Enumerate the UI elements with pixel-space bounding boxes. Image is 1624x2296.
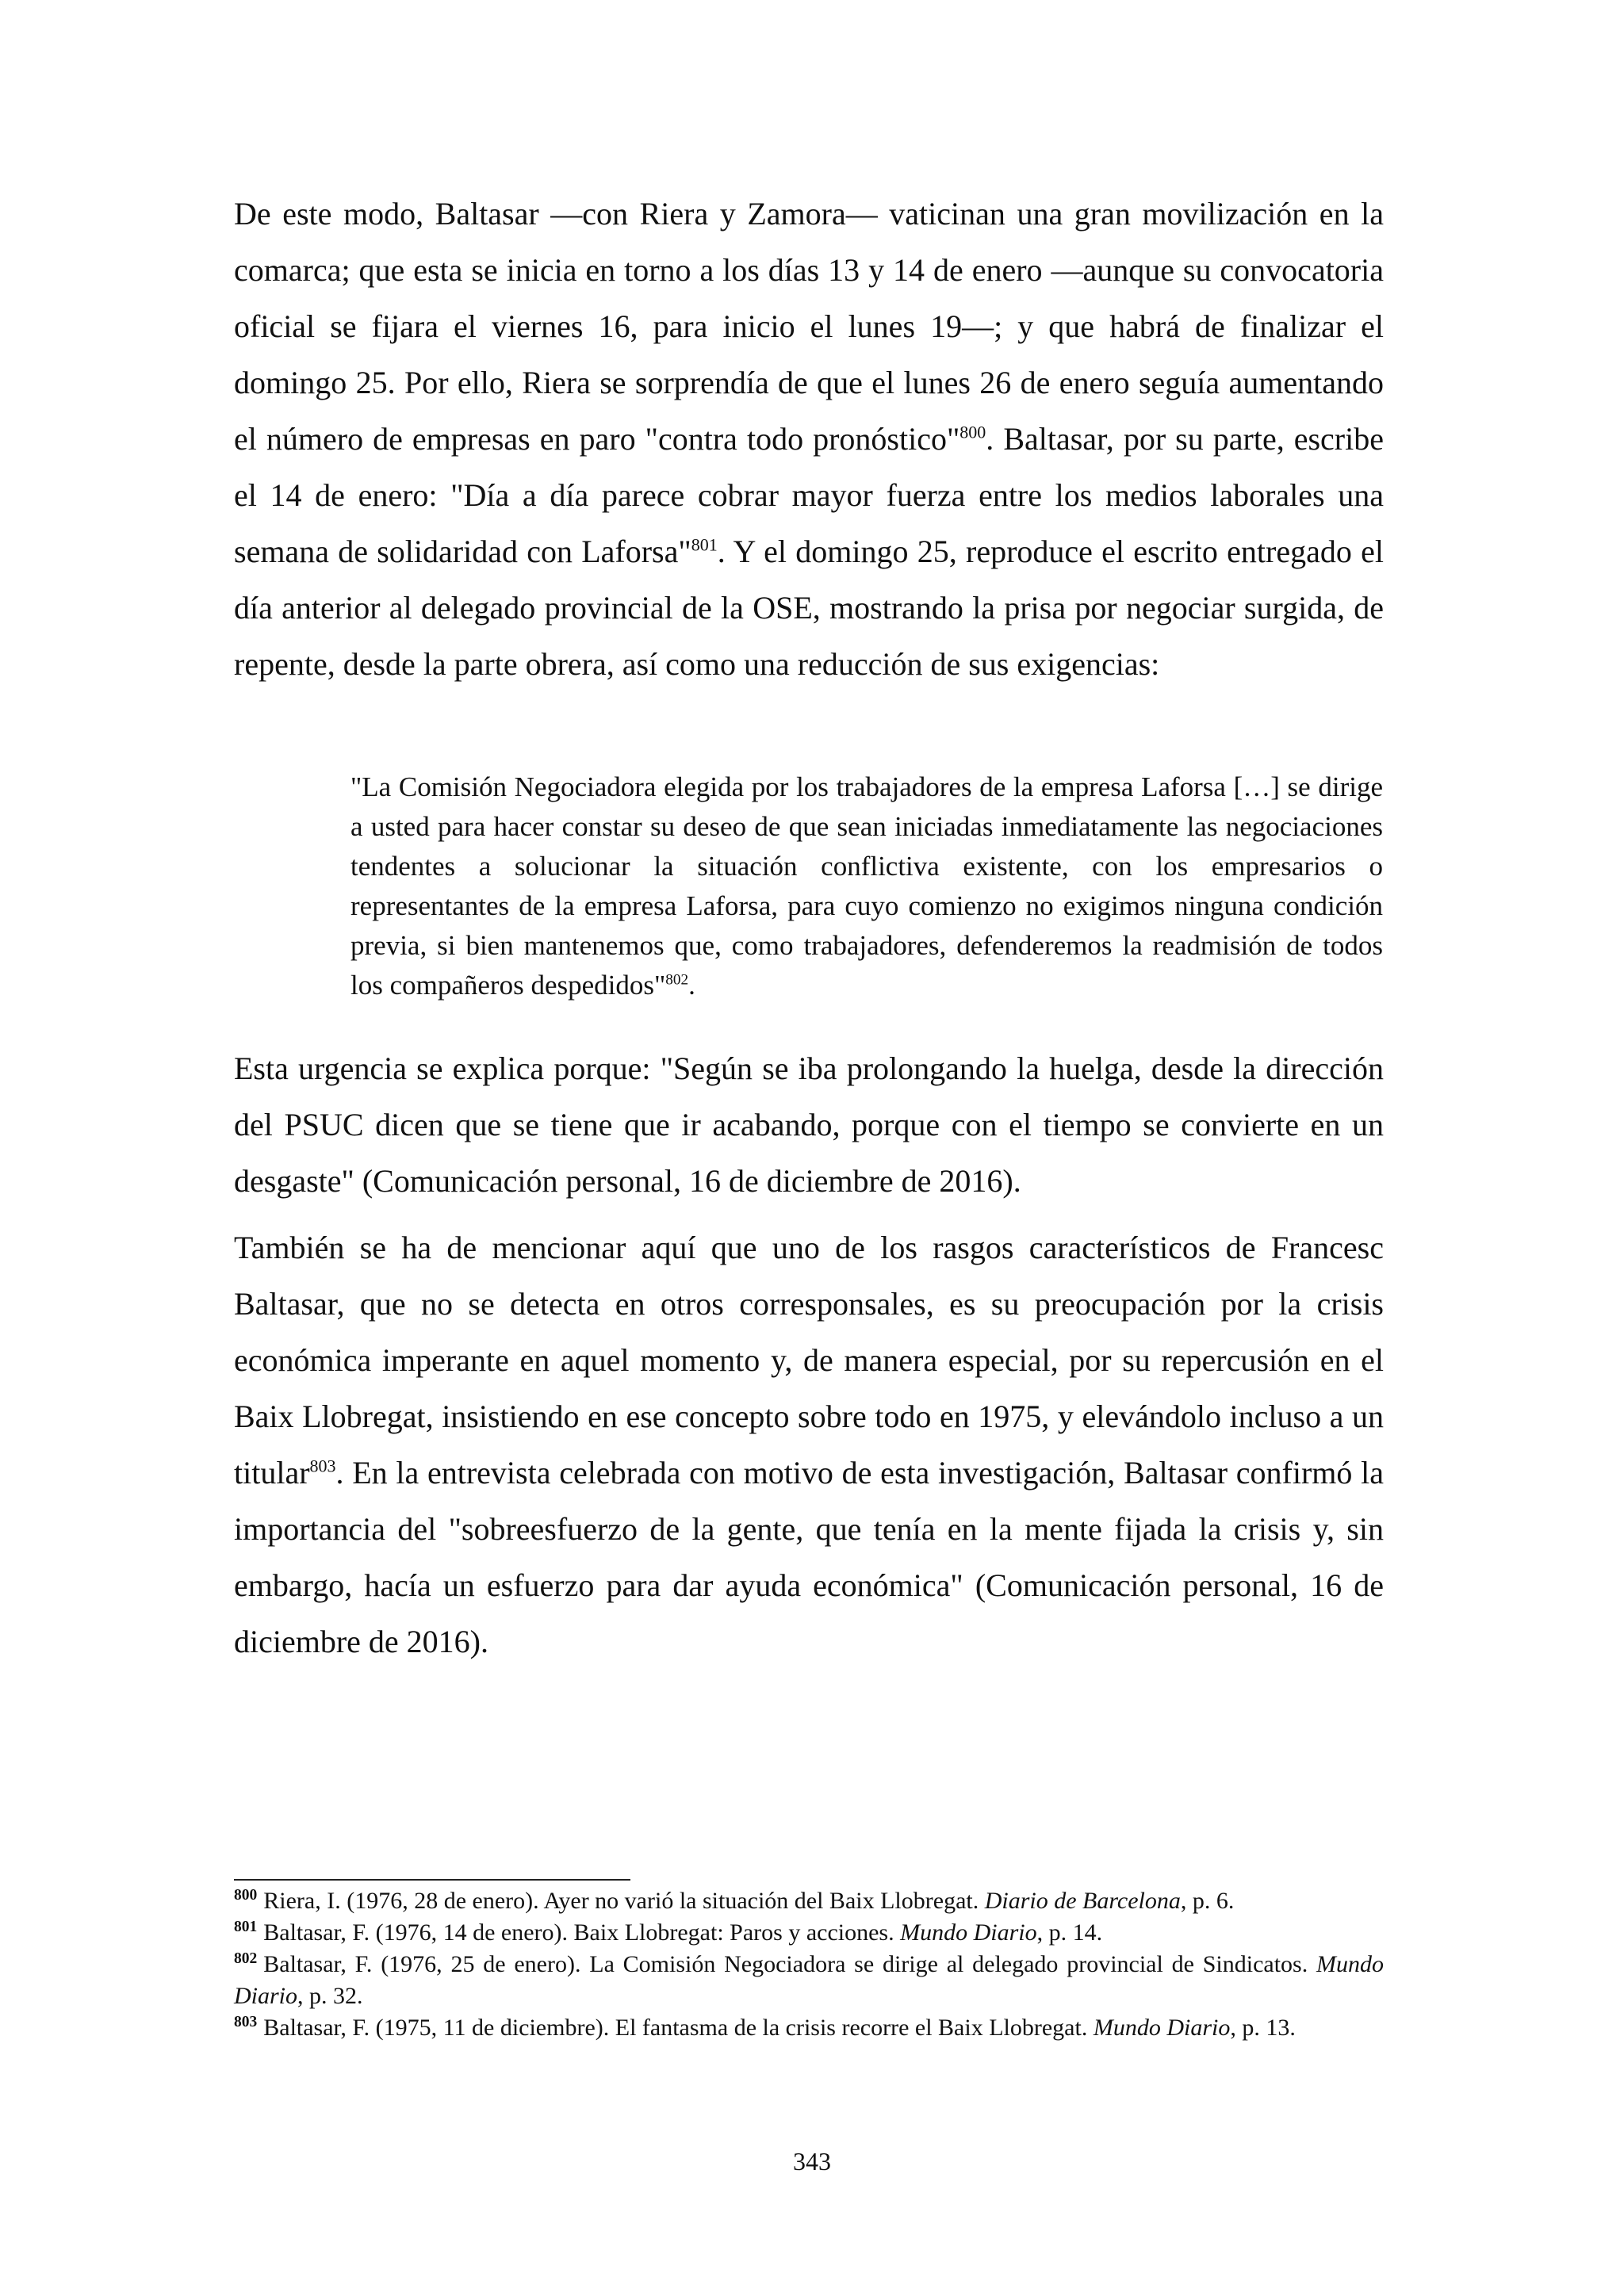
footnote-ref-802[interactable]: 802 (665, 971, 689, 989)
paragraph-urgencia: Esta urgencia se explica porque: "Según se iba prolongando la huelga, desde la dirección del PSUC dicen que se tiene que ir acabando, porque con el tiempo se convierte en un desgaste" (Comunicación personal, 16 de diciembre de 2016). (234, 1050, 1384, 1199)
footnote-number: 802 (234, 1950, 258, 1967)
footnote-text: Baltasar, F. (1976, 14 de enero). Baix Llobregat: Paros y acciones. (263, 1919, 901, 1946)
footnote-text: , p. 14. (1036, 1919, 1103, 1946)
footnote-802 (234, 1949, 1384, 2012)
footnote-source: Mundo Diario (900, 1919, 1037, 1946)
footnote-ref-800[interactable]: 800 (959, 422, 986, 442)
paragraph-text: . Y el domingo 25, reproduce el escrito entregado el día anterior al delegado provincial de la OSE, mostrando la prisa por negociar surgida, de repente, desde la parte obrera, así como una reducción de sus exigencias: (234, 534, 1384, 682)
footnote-801 (234, 1917, 1384, 1949)
footnote-800 (234, 1885, 1384, 1917)
block-quote (350, 767, 1383, 1005)
page-number: 343 (793, 2147, 831, 2175)
footnote-separator (234, 1879, 630, 1881)
footnote-text: Baltasar, F. (1975, 11 de diciembre). El fantasma de la crisis recorre el Baix Llobregat. (263, 2015, 1094, 2041)
footnote-803 (234, 2012, 1384, 2044)
footnote-number: 800 (234, 1887, 258, 1904)
footnote-text: Riera, I. (1976, 28 de enero). Ayer no varió la situación del Baix Llobregat. (263, 1888, 985, 1914)
paragraph-crisis (234, 1219, 1384, 1670)
footnote-source: Diario de Barcelona (984, 1888, 1181, 1914)
paragraph-text: De este modo, Baltasar —con Riera y Zamora— vaticinan una gran movilización en la comarca; que esta se inicia en torno a los días 13 y 14 de enero —aunque su convocatoria oficial se fijara el viernes 16, para inicio el lunes 19—; y que habrá de finalizar el domingo 25. Por ello, Riera se sorprendía de que el lunes 26 de enero seguía aumentando el número de empresas en paro "contra todo pronóstico" (234, 196, 1384, 457)
paragraph-text: También se ha de mencionar aquí que uno de los rasgos característicos de Francesc Baltasar, que no se detecta en otros corresponsales, es su preocupación por la crisis económica imperante en aquel momento y, de manera especial, por su repercusión en el Baix Llobregat, insistiendo en ese concepto sobre todo en 1975, y elevándolo incluso a un titular (234, 1230, 1384, 1490)
footnote-text: Baltasar, F. (1976, 25 de enero). La Comisión Negociadora se dirige al delegado provincial de Sindicatos. (263, 1951, 1316, 1977)
paragraph-text: . Baltasar, por su parte, escribe el 14 de enero: "Día a día parece cobrar mayor fuerza entre los medios laborales una semana de solidaridad con Laforsa" (234, 421, 1384, 569)
footnote-source: Mundo Diario (234, 1951, 1384, 2009)
footnote-ref-803[interactable]: 803 (309, 1456, 336, 1476)
paragraph-movilizacion (234, 186, 1384, 692)
footnote-text: , p. 13. (1230, 2015, 1296, 2041)
footnotes (234, 1885, 1384, 2044)
paragraph-text: . En la entrevista celebrada con motivo de esta investigación, Baltasar confirmó la importancia del "sobreesfuerzo de la gente, que tenía en la mente fijada la crisis y, sin embargo, hacía un esfuerzo para dar ayuda económica" (Comunicación personal, 16 de diciembre de 2016). (234, 1455, 1384, 1659)
footnote-text: , p. 6. (1180, 1888, 1235, 1914)
footnote-number: 803 (234, 2014, 258, 2030)
footnote-ref-801[interactable]: 801 (691, 534, 718, 555)
footnote-source: Mundo Diario (1093, 2015, 1231, 2041)
footnote-number: 801 (234, 1919, 258, 1935)
quote-end: . (688, 970, 695, 1001)
footnote-text: , p. 32. (297, 1983, 363, 2009)
quote-text: "La Comisión Negociadora elegida por los trabajadores de la empresa Laforsa […] se dirige a usted para hacer constar su deseo de que sean iniciadas inmediatamente las negociaciones tendentes a solucionar la situación conflictiva existente, con los empresarios o representantes de la empresa Laforsa, para cuyo comienzo no exigimos ninguna condición previa, si bien mantenemos que, como trabajadores, defenderemos la readmisión de todos los compañeros despedidos" (350, 771, 1383, 1001)
